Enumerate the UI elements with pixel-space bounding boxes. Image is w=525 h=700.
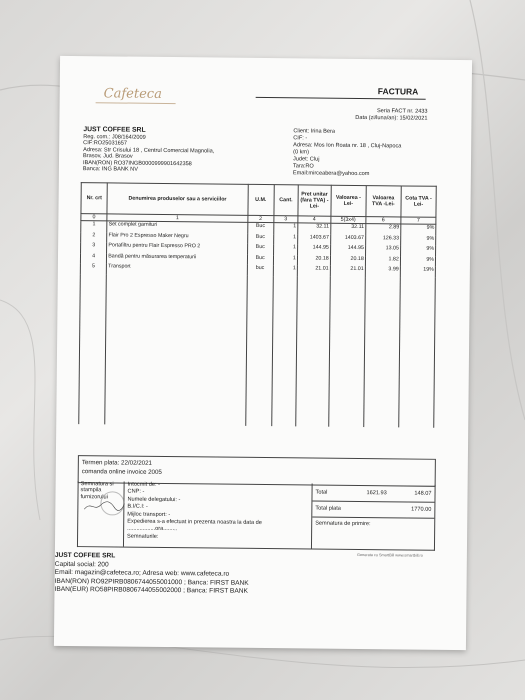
title-rule — [256, 97, 426, 100]
col-header: Denumirea produselor sau a serviciilor — [107, 183, 248, 215]
cell-vat: 2.89 — [366, 224, 401, 235]
col-header: U.M. — [247, 184, 274, 215]
client-line: CIF: - — [293, 135, 308, 142]
totals-cell — [312, 484, 435, 550]
footer-line: IBAN(EUR) RO58PIRB0806744055002000 ; Banca: FIRST BANK — [54, 586, 248, 596]
seller-line: Reg. com.: J08/164/2009 — [83, 134, 146, 141]
cell-qty: 1 — [273, 244, 297, 255]
total-label: Total — [315, 489, 328, 496]
cell-rate: 9% — [400, 235, 435, 246]
table-empty-space — [79, 274, 436, 428]
cell-vat: 1.82 — [365, 256, 400, 267]
cell-nr: 4 — [80, 253, 106, 264]
footer-company-name: JUST COFFEE SRL — [54, 551, 116, 560]
cell-qty: 1 — [273, 265, 297, 276]
index-cell: 4 — [298, 216, 331, 223]
cell-rate: 9% — [401, 224, 436, 235]
cell-name: Bandă pentru măsurarea temperaturii — [107, 253, 247, 265]
seller-line: Adresa: Str Crisului 18 , Centrul Comercial Magnolia, — [83, 146, 215, 155]
order-reference: comanda online invoice 2005 — [81, 468, 162, 476]
seller-line: CIF:RO25031657 — [83, 140, 128, 147]
delegate-line: CNP: - — [127, 488, 145, 496]
seller-line: Banca: ING BANK NV — [82, 166, 138, 173]
footer-line: Email: magazin@cafeteca.ro; Adresa web: www.cafeteca.ro — [54, 569, 230, 578]
delegate-line: Intocmit de: - — [127, 481, 160, 488]
delegate-info-cell — [124, 482, 313, 549]
delegate-line: ..................ora......... — [127, 526, 178, 533]
generated-by-note: Generata cu SmartBill www.smartbill.ro — [357, 552, 423, 558]
company-footer — [54, 552, 249, 597]
supplier-signature-cell — [78, 481, 125, 546]
signature-scribble — [82, 499, 126, 513]
client-line: (0 km) — [293, 149, 309, 156]
total-pay-value: 1770.00 — [411, 506, 432, 513]
invoice-paper — [54, 56, 472, 650]
cell-name: Set complet garnituri — [107, 221, 247, 233]
cell-price: 20.18 — [297, 255, 330, 266]
cell-value: 1403.67 — [330, 234, 365, 245]
delegate-line: Numele delegatului: - — [127, 496, 181, 503]
cell-rate: 9% — [400, 256, 435, 267]
cell-nr: 1 — [81, 221, 107, 232]
cell-nr: 3 — [81, 242, 107, 253]
cell-vat: 13.05 — [365, 245, 400, 256]
col-header: Valoarea -Lei- — [331, 185, 366, 216]
index-cell: 3 — [274, 216, 298, 223]
cell-price: 21.01 — [297, 265, 330, 276]
total-vat: 148.07 — [414, 490, 432, 497]
delegate-line: Mijloc transport: - — [127, 511, 171, 518]
cell-qty: 1 — [273, 234, 297, 245]
cell-name: Flair Pro 2 Espresso Maker Negru — [107, 232, 247, 244]
cell-qty: 1 — [274, 223, 298, 234]
cell-name: Transport — [107, 263, 247, 275]
stamp-label: stampila — [80, 487, 102, 494]
index-cell: 5(3x4) — [331, 216, 366, 223]
stamp-label: Semnatura si — [80, 481, 114, 488]
cell-vat: 126.33 — [365, 235, 400, 246]
index-cell: 6 — [366, 217, 401, 224]
client-line: Judet: Cluj — [292, 156, 320, 163]
seller-name: JUST COFFEE SRL — [83, 126, 146, 134]
invoice-title: FACTURA — [377, 86, 419, 97]
footer-line: Capital social: 200 — [54, 560, 109, 568]
receipt-signature-label: Semnatura de primire: — [315, 520, 371, 528]
total-value: 1621.93 — [366, 490, 387, 497]
client-line: Email:mirceabera@yahoo.com — [292, 170, 370, 178]
col-header: Valoarea TVA -Lei- — [366, 186, 401, 217]
cell-um: Buc — [247, 233, 273, 244]
cell-nr: 5 — [80, 263, 106, 274]
payment-term: Termen plata: 22/02/2021 — [81, 459, 153, 467]
cell-price: 32.11 — [298, 223, 331, 234]
invoice-series: Seria FACT nr. 2433 — [376, 108, 428, 115]
col-header: Cant. — [274, 185, 298, 216]
index-cell: 0 — [81, 214, 107, 221]
invoice-date: Data (zi/luna/an): 15/02/2021 — [355, 114, 428, 122]
col-header: Nr. crt — [81, 183, 108, 214]
invoice-series-block — [355, 108, 427, 123]
index-cell: 1 — [107, 214, 247, 222]
cell-um: Buc — [247, 222, 273, 233]
client-line: Adresa: Mos Ion Roata nr. 18 , Cluj-Napoca — [293, 142, 402, 150]
cell-qty: 1 — [273, 255, 297, 266]
cell-nr: 2 — [81, 232, 107, 243]
cell-um: Buc — [247, 254, 273, 265]
company-logo: Cafeteca — [103, 86, 162, 102]
table-header-row — [81, 183, 436, 218]
total-pay-label: Total plata — [315, 505, 341, 512]
col-header: Cota TVA -Lei- — [401, 186, 436, 217]
delegate-line: Semnaturile: — [127, 533, 159, 540]
seller-line: IBAN(RON) RO37INGB0000999901642358 — [82, 159, 192, 167]
cell-value: 144.95 — [330, 245, 365, 256]
cell-price: 1403.67 — [298, 234, 331, 245]
invoice-footer-box — [77, 481, 436, 551]
col-header: Pret unitar (fara TVA) -Lei- — [298, 185, 331, 216]
cell-value: 32.11 — [330, 223, 365, 234]
cell-um: Buc — [247, 244, 273, 255]
seller-block — [83, 126, 283, 175]
cell-vat: 3.99 — [365, 266, 400, 277]
client-block — [293, 128, 454, 179]
total-pay-row — [312, 501, 434, 519]
cell-price: 144.95 — [297, 244, 330, 255]
seller-line: Brasov, Jud. Brasov — [83, 153, 133, 160]
index-cell: 2 — [247, 215, 273, 222]
cell-rate: 9% — [400, 245, 435, 256]
client-line: Client: Irina Bera — [293, 128, 336, 135]
stamp-label: furnizorului — [80, 493, 108, 501]
cell-value: 20.18 — [330, 255, 365, 266]
client-line: Tara:RO — [292, 163, 314, 170]
index-cell: 7 — [401, 217, 436, 224]
cell-value: 21.01 — [330, 266, 365, 277]
items-table — [78, 182, 437, 427]
cell-um: buc — [247, 265, 273, 276]
cell-name: Portafiltru pentru Flair Espresso PRO 2 — [107, 242, 247, 254]
cell-rate: 19% — [400, 266, 435, 277]
delegate-line: Expedierea s-a efectuat in prezenta noastra la data de — [127, 518, 262, 527]
delegate-line: B.I/C.I: - — [127, 503, 148, 511]
footer-line: IBAN(RON) RO92PIRB0806744055001000 ; Banca: FIRST BANK — [54, 577, 249, 587]
logo-underline — [96, 102, 176, 104]
